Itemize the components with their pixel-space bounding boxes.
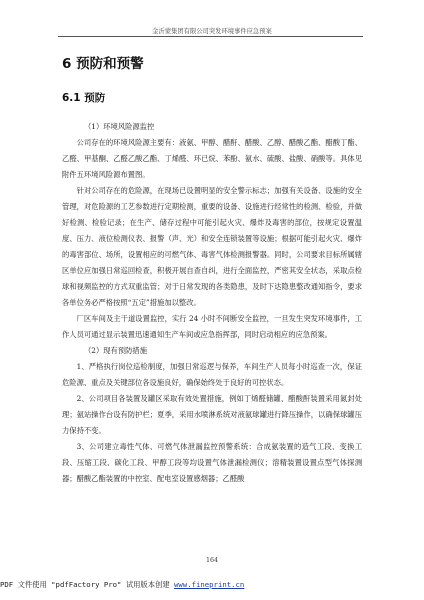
- pdf-footer: [0, 580, 424, 590]
- body-paragraph: 针对公司存在的危险源，在现场已设置明显的安全警示标志；加强有关设备、设施的安全管理，对危险源的工艺参数进行定期检测，重要的设备、设施进行经常性的检测、检验，并做好检测、检验记录；在生产、储存过程中可能引起火灾、爆炸及毒害的部位，按规定设置温度、压力、液位检测仪表、报警（声、光）和安全连锁装置等设施；根据可能引起火灾、爆炸的毒害部位、场所，设置相应的可燃气体、毒害气体检测报警器。同时，公司要求目标所属辖区单位应加强日常巡回检查，积极开展自查自纠，进行全面监控，严密其安全状态，采取点检球和视频监控的方式双重监管；对于日常发现的各类隐患，及时下达隐患整改通知指令，要求各单位务必严格按照“五定”措施加以整改。: [62, 186, 362, 307]
- running-header: 金沂蒙集团有限公司突发环境事件应急预案: [152, 28, 272, 35]
- section-heading: 6.1 预防: [62, 92, 106, 104]
- subheading-paragraph: （1）环境风险源监控: [84, 122, 155, 131]
- chapter-title: 6 预防和预警: [62, 56, 144, 72]
- body-paragraph: 1、严格执行岗位巡检制度，加强日常巡逻与保养，车间生产人员每小时巡查一次，保证危险源、重点及关键部位各设施良好，确保始终处于良好的可控状态。: [62, 362, 362, 387]
- body-paragraph: 公司存在的环境风险源主要有：液氨、甲醇、醋酐、醋酸、乙醇、醋酸乙酯、醋酸丁酯、乙醛、甲基酮、乙醛乙酸乙酯、丁烯醛、环已烷、苯酚、氨水、硫酸、盐酸、硝酸等。具体见附件五环境风险源布置图。: [62, 138, 362, 179]
- page-number: 164: [205, 557, 219, 564]
- subheading-paragraph: （2）现有预防措施: [84, 346, 148, 355]
- body-paragraph: 3、公司建立毒性气体、可燃气体泄漏监控预警系统：合成氨装置的造气工段、变换工段、压缩工段、碳化工段、甲醇工段等均设置气体泄漏检测仪；溶精装置设置点型气体探测器；醋酸乙酯装置的中控室、配电室设置感烟器；乙醛酸: [62, 442, 362, 483]
- body-text: [62, 119, 362, 487]
- footer-link[interactable]: www.fineprint.cn: [174, 580, 245, 589]
- footer-text: PDF 文件使用 "pdfFactory Pro" 试用版本创建: [0, 580, 175, 589]
- body-paragraph: 厂区车间及主干道设置监控，实行 24 小时不间断安全监控，一旦发生突发环境事件，工作人员可通过显示装置迅速通知生产车间或应急指挥部，同时启动相应的应急预案。: [62, 314, 362, 339]
- body-paragraph: 2、公司项目各装置及罐区采取有效处置措施，例如丁烯醛储罐、醋酸酐装置采用氮封处理；氨站操作台设有防护栏；夏季，采用水喷淋系统对液氨球罐进行降压操作，以确保球罐压力保持不变。: [62, 394, 362, 435]
- header-rule: [58, 36, 363, 37]
